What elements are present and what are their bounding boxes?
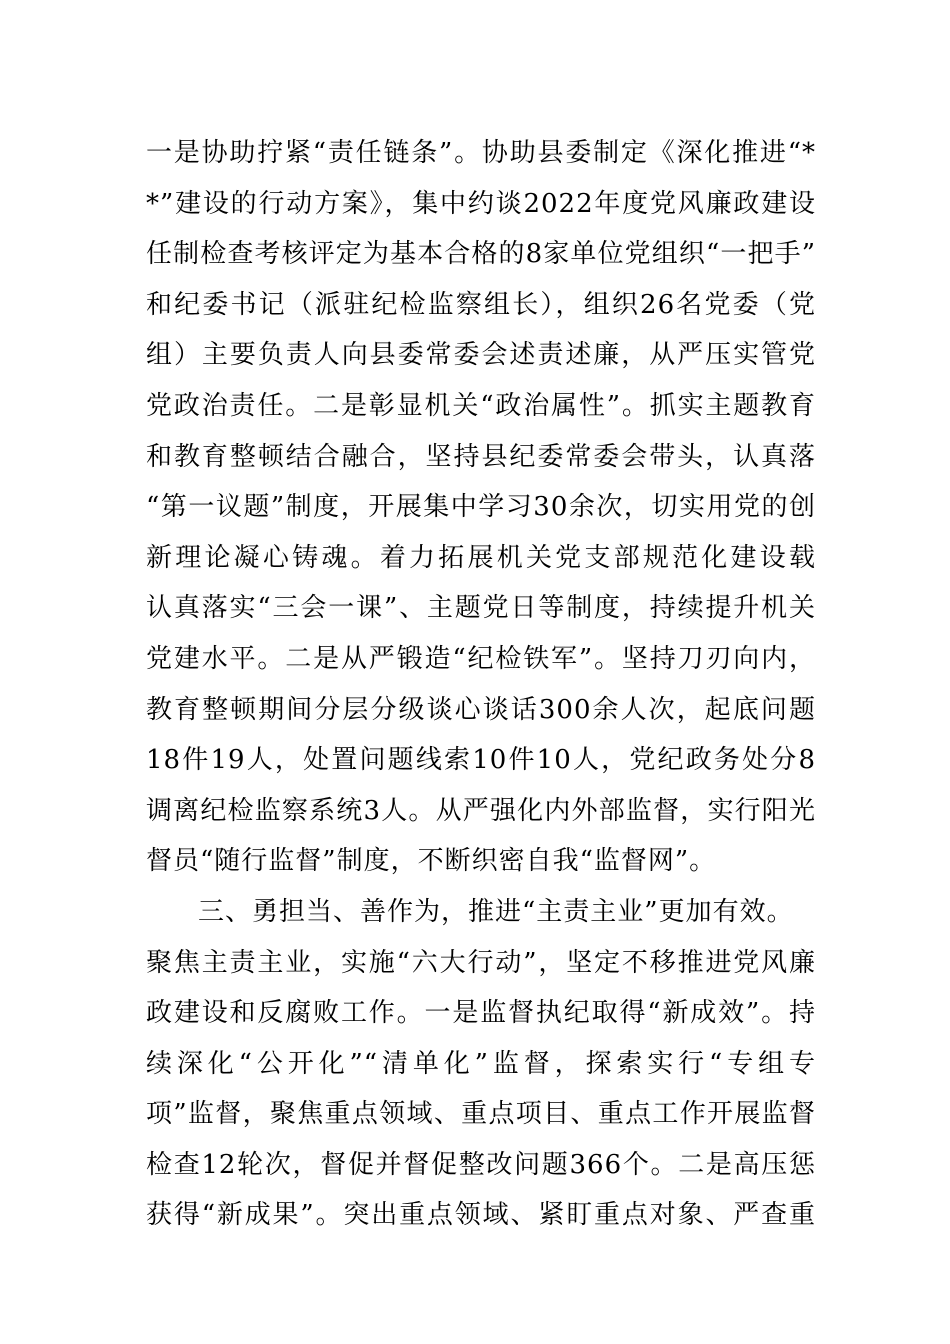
text-line: 党政治责任。二是彰显机关“政治属性”。抓实主题教育 [146, 390, 816, 421]
text-line: 18件19人，处置问题线索10件10人，党纪政务处分8 [146, 745, 816, 776]
paragraph-end-line: 督员“随行监督”制度，不断织密自我“监督网”。 [146, 846, 717, 877]
text-line: 政建设和反腐败工作。一是监督执纪取得“新成效”。持 [146, 998, 816, 1029]
text-line: 党建水平。二是从严锻造“纪检铁军”。坚持刀刃向内， [146, 643, 816, 674]
text-line: 组）主要负责人向县委常委会述责述廉，从严压实管党 [146, 340, 816, 371]
text-line: 任制检查考核评定为基本合格的8家单位党组织“一把手” [146, 239, 816, 270]
text-line: 调离纪检监察系统3人。从严强化内外部监督，实行阳光 [146, 795, 816, 826]
text-line: 认真落实“三会一课”、主题党日等制度，持续提升机关 [146, 593, 816, 624]
text-line: 和纪委书记（派驻纪检监察组长），组织26名党委（党 [146, 289, 816, 320]
section-heading-line: 三、勇担当、善作为，推进“主责主业”更加有效。 [198, 896, 794, 927]
text-line: 和教育整顿结合融合，坚持县纪委常委会带头，认真落 [146, 441, 816, 472]
text-line: 检查12轮次，督促并督促整改问题366个。二是高压惩 [146, 1149, 816, 1180]
text-line: *”建设的行动方案》，集中约谈2022年度党风廉政建设 [146, 188, 816, 219]
text-line: “第一议题”制度，开展集中学习30余次，切实用党的创 [146, 492, 816, 523]
text-line: 续深化“公开化”“清单化”监督，探索实行“专组专 [146, 1048, 816, 1079]
body-text [146, 128, 816, 1241]
text-line: 获得“新成果”。突出重点领域、紧盯重点对象、严查重 [146, 1200, 816, 1231]
text-line: 一是协助拧紧“责任链条”。协助县委制定《深化推进“* [146, 138, 816, 168]
text-line: 新理论凝心铸魂。着力拓展机关党支部规范化建设载 [146, 542, 816, 573]
text-line: 教育整顿期间分层分级谈心谈话300余人次，起底问题 [146, 694, 816, 725]
text-line: 项”监督，聚焦重点领域、重点项目、重点工作开展监督 [146, 1099, 816, 1130]
text-line: 聚焦主责主业，实施“六大行动”，坚定不移推进党风廉 [146, 947, 816, 978]
